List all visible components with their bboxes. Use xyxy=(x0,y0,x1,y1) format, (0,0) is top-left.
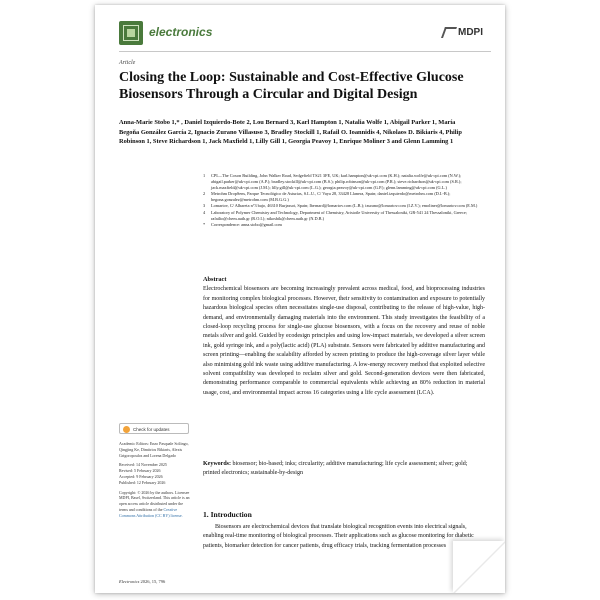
affiliation-text: CPI—The Coxon Building, John Walker Road, Sedgefield TS21 3FE, UK; karl.hampton@uk-cpi.com (K.H.); natalia.wolfe@uk-cpi.com (N.W.); abigail.parker@uk-cpi.com (A.P.); bradley.stockill@uk-cpi.com (B.S.); philip.robinson@uk-cpi.com (P.R.); steve.richardson@uk-cpi.com (S.R.); jack.maxfield@uk-cpi.com (J.M.); lilly.gill@uk-cpi.com (L.G.); georgia.peavoy@uk-cpi.com (G.P.); glenn.lamming@uk-cpi.com (G.L.) xyxy=(211,173,462,191)
affiliation-text: Laboratory of Polymer Chemistry and Technology, Department of Chemistry, Aristotle University of Thessaloniki, GR-541 24 Thessaloniki, Greece; rafailio@chem.auth.gr (R.O.I.); nikosbik@chem.auth.gr (N.D.B.) xyxy=(211,209,467,221)
accepted-date: Accepted: 9 February 2026 xyxy=(119,473,163,479)
publisher-logo: MDPI xyxy=(443,27,483,38)
footer-journal: Electronics xyxy=(119,579,140,584)
journal-name: electronics xyxy=(149,25,213,39)
affiliation-number: 4 xyxy=(203,209,206,215)
keywords-section xyxy=(203,460,485,479)
author-list xyxy=(119,118,469,147)
affiliation-item xyxy=(203,173,483,191)
journal-logo-icon xyxy=(119,21,143,45)
journal-header xyxy=(119,19,491,51)
copyright-notice xyxy=(119,490,191,519)
license-link[interactable]: Creative Commons Attribution (CC BY) license. xyxy=(119,506,183,518)
affiliation-number: 1 xyxy=(203,173,206,178)
correspondence-text: Correspondence: anna.stobo@gmail.com xyxy=(211,221,282,227)
article-info-sidebar xyxy=(119,441,191,519)
affiliation-text: Metrohm DropSens, Parque Tecnológico de Asturias, S.L.U., C/ Vaya 28, 33428 Llanera, Spain; daniel.izquierdo@metrohm.com (D.I.-B.); begona.gonzalez@metrohm.com (M.B.G.G.) xyxy=(211,191,451,203)
published-date: Published: 12 February 2026 xyxy=(119,479,166,485)
abstract-heading: Abstract xyxy=(203,276,227,283)
author-names: Anna-Marie Stobo 1,* , Daniel Izquierdo-Bote 2, Lou Bernard 3, Karl Hampton 1, Natalia Wolfe 1, Abigail Parker 1, María Begoña González García 2, Ignacio Zurano Villasuso 3, Bradley Stockill 1, Rafail O. Ioannidis 4, Nikolaos D. Bikiaris 4, Philip Robinson 1, Steve Richardson 1, Jack Maxfield 1, Lilly Gill 1, Georgia Peavoy 1, Enrique Moliner 3 and Glenn Lamming 1 xyxy=(119,119,462,146)
keywords-text: biosensor; bio-based; inks; circularity; additive manufacturing; life cycle assessment; silver; gold; printed electronics; sustainable-by-design xyxy=(203,461,468,477)
page-curl-mask xyxy=(454,542,505,593)
affiliation-text: Lomartov, C/ Albareta n°3 bajo, 46310 Burjassot, Spain; lbernard@lomartov.com (L.B.); izurano@lomartov.com (I.Z.V.); emoliner@lomartov.com (E.M.) xyxy=(211,203,478,209)
paper-page xyxy=(95,5,505,593)
keywords-label: Keywords: xyxy=(203,461,231,467)
abstract-section xyxy=(203,275,485,398)
copyright-text: Copyright: © 2026 by the authors. Licensee MDPI, Basel, Switzerland. This article is an open access article distributed under the terms and conditions of the xyxy=(119,489,190,512)
affiliation-number: * xyxy=(203,221,206,227)
header-divider xyxy=(119,51,491,52)
affiliation-number: 3 xyxy=(203,203,206,209)
academic-editors: Academic Editors: Enzo Pasquale Scilingo, Qingjing Ke, Dimitrios Bikiaris, Alexis Grigoropoulos and Lorena Delgado xyxy=(119,441,189,458)
affiliation-item xyxy=(203,191,483,203)
received-date: Received: 14 November 2025 xyxy=(119,462,167,468)
revised-date: Revised: 5 February 2026 xyxy=(119,468,161,474)
affiliation-number: 2 xyxy=(203,191,206,197)
introduction-heading: 1. Introduction xyxy=(203,510,252,519)
page-footer xyxy=(119,579,165,584)
introduction-text: Biosensors are electrochemical devices that translate biological recognition events into electrical signals, enabling real-time monitoring of biological processes. Their applications such as glucose monitoring for diabetic patients, biomarker detection for cancer patients, drug efficacy trials, tracking fermentation processes xyxy=(203,524,474,549)
paper-title: Closing the Loop: Sustainable and Cost-Effective Glucose Biosensors Through a Circular and Digital Design xyxy=(119,70,464,102)
affiliation-item xyxy=(203,210,483,222)
footer-citation: 2026, 15, 796 xyxy=(140,579,166,584)
article-type: Article xyxy=(119,60,136,66)
abstract-text: Electrochemical biosensors are becoming increasingly prevalent across medical, food, and bioprocessing industries for monitoring complex biological processes. However, their sensitivity to contamination and exposure to potentially hazardous biological species often necessitates single-use disposal, contributing to the release of high-value, high-demand, and environmentally damaging materials into the environment. This study investigates the feasibility of a closed-loop recycling process for single-use glucose biosensors, with a focus on the recovery and reuse of noble metals silver and gold. Guided by ecodesign principles and using low-impact materials, we developed a silver screen ink, gold syringe ink, and a poly(lactic acid) (PLA) substrate. Sensors were fabricated by additive manufacturing and screen printing—enabling the scalability afforded by screen printing to produce the high-coverage silver layer while also minimising gold ink waste using additive manufacturing. A low-energy recovery method that exploited selective solvent compatibility was developed to reclaim silver and gold. Second-generation devices were then fabricated, demonstrating performance comparable to commercial equivalents while achieving an 80% reduction in material usage, cost, and environmental impact across 16 categories using a life cycle assessment (LCA). xyxy=(203,286,485,396)
check-for-updates-button[interactable]: Check for updates xyxy=(119,423,189,434)
affiliation-item xyxy=(203,222,483,228)
affiliations xyxy=(203,173,483,228)
